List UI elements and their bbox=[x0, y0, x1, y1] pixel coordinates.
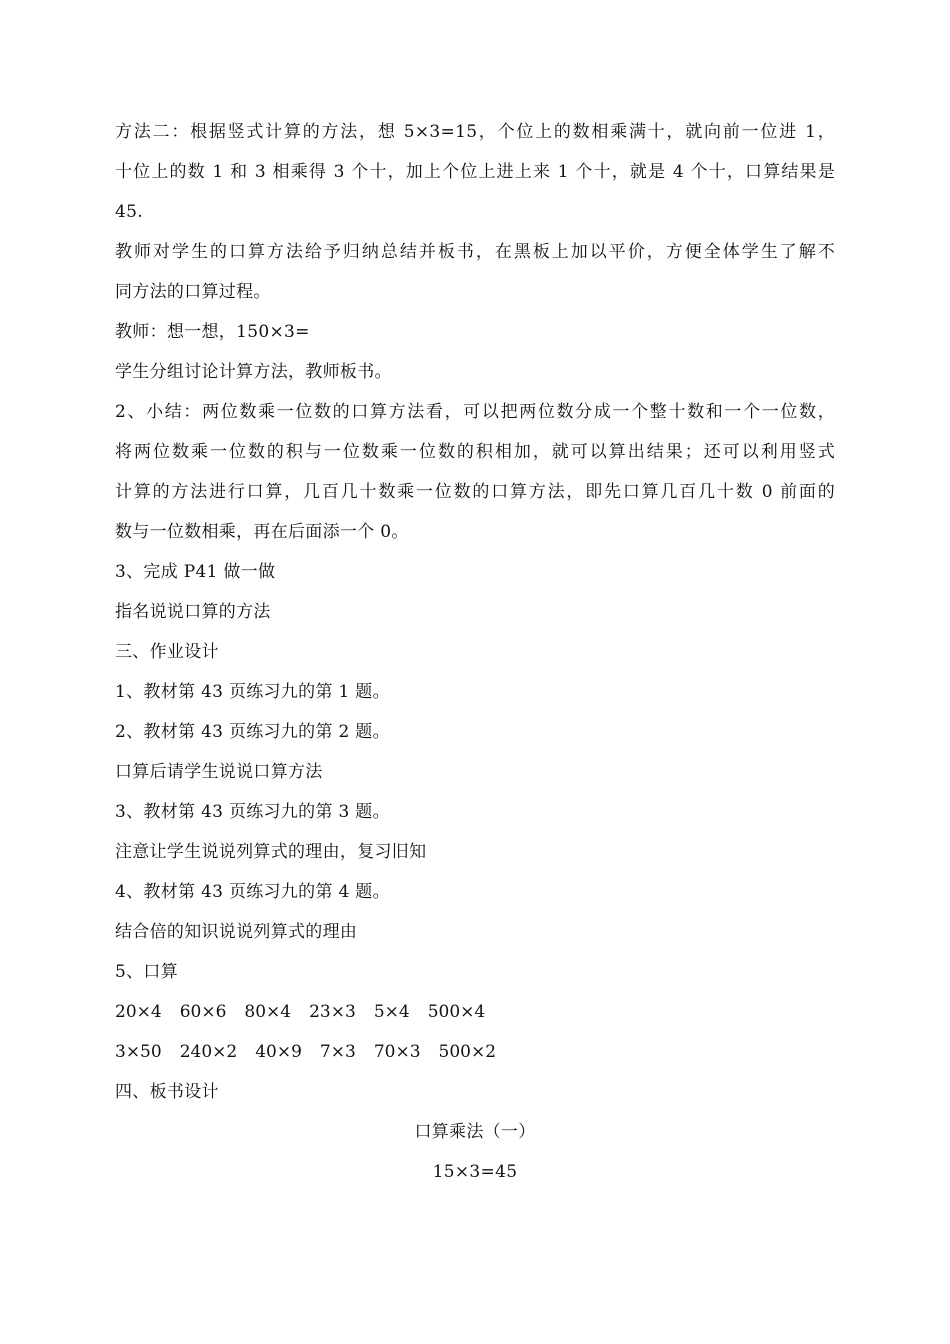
paragraph-line: 注意让学生说说列算式的理由，复习旧知 bbox=[115, 842, 427, 862]
calc-item: 70×3 bbox=[373, 1042, 421, 1062]
calc-item: 500×4 bbox=[427, 1002, 486, 1022]
paragraph-line: 结合倍的知识说说列算式的理由 bbox=[115, 922, 358, 942]
paragraph-line: 3、完成 P41 做一做 bbox=[115, 562, 276, 582]
calc-item: 7×3 bbox=[319, 1042, 356, 1062]
paragraph-line: 口算后请学生说说口算方法 bbox=[115, 762, 323, 782]
paragraph-line: 4、教材第 43 页练习九的第 4 题。 bbox=[115, 882, 390, 902]
paragraph-line: 3、教材第 43 页练习九的第 3 题。 bbox=[115, 802, 390, 822]
calc-item: 20×4 bbox=[115, 1002, 162, 1022]
paragraph-line: 计算的方法进行口算，几百几十数乘一位数的口算方法，即先口算几百几十数 0 前面的 bbox=[115, 482, 835, 502]
board-example: 15×3=45 bbox=[432, 1162, 518, 1182]
board-title: 口算乘法（一） bbox=[414, 1122, 536, 1142]
paragraph-line: 指名说说口算的方法 bbox=[115, 602, 271, 622]
calc-item: 240×2 bbox=[179, 1042, 238, 1062]
paragraph-line: 2、小结：两位数乘一位数的口算方法看，可以把两位数分成一个整十数和一个一位数， bbox=[115, 402, 835, 422]
paragraph-line: 1、教材第 43 页练习九的第 1 题。 bbox=[115, 682, 390, 702]
section-heading: 三、作业设计 bbox=[115, 642, 219, 662]
paragraph-line: 同方法的口算过程。 bbox=[115, 282, 271, 302]
paragraph-line: 方法二：根据竖式计算的方法，想 5×3=15，个位上的数相乘满十，就向前一位进 1， bbox=[115, 122, 835, 142]
paragraph-line: 2、教材第 43 页练习九的第 2 题。 bbox=[115, 722, 390, 742]
paragraph-line: 教师对学生的口算方法给予归纳总结并板书，在黑板上加以平价，方便全体学生了解不 bbox=[115, 242, 835, 262]
paragraph-line: 学生分组讨论计算方法，教师板书。 bbox=[115, 362, 392, 382]
mental-math-row bbox=[115, 992, 835, 1032]
document-body bbox=[115, 112, 835, 1192]
mental-math-row bbox=[115, 1032, 835, 1072]
paragraph-line: 十位上的数 1 和 3 相乘得 3 个十，加上个位上进上来 1 个十，就是 4 个十，口算结果是 bbox=[115, 162, 835, 182]
paragraph-line: 45. bbox=[115, 202, 143, 222]
paragraph-line: 将两位数乘一位数的积与一位数乘一位数的积相加，就可以算出结果；还可以利用竖式 bbox=[115, 442, 835, 462]
calc-item: 80×4 bbox=[244, 1002, 292, 1022]
calc-item: 23×3 bbox=[309, 1002, 356, 1022]
calc-item: 3×50 bbox=[115, 1042, 162, 1062]
calc-item: 60×6 bbox=[179, 1002, 227, 1022]
paragraph-line: 5、口算 bbox=[115, 962, 179, 982]
calc-item: 500×2 bbox=[438, 1042, 497, 1062]
calc-item: 5×4 bbox=[373, 1002, 410, 1022]
paragraph-line: 教师：想一想，150×3= bbox=[115, 322, 310, 342]
paragraph-line: 数与一位数相乘，再在后面添一个 0。 bbox=[115, 522, 409, 542]
calc-item: 40×9 bbox=[255, 1042, 302, 1062]
section-heading: 四、板书设计 bbox=[115, 1082, 219, 1102]
